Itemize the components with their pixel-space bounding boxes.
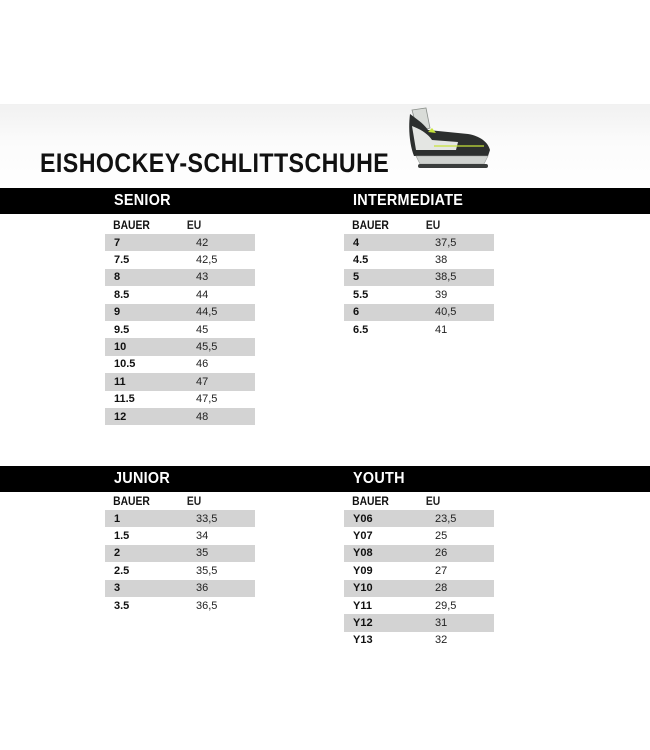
table-row (344, 614, 494, 631)
cell-bauer-size: 4.5 (353, 254, 369, 267)
cell-bauer-size: 11 (114, 375, 126, 388)
table-intermediate (344, 217, 494, 338)
section-bar-top (0, 188, 650, 214)
cell-bauer-size: 9.5 (114, 323, 130, 336)
skate-image (398, 106, 498, 178)
table-header (344, 217, 479, 234)
cell-bauer-size: 11.5 (114, 393, 135, 406)
table-row (344, 304, 494, 321)
table-row (105, 286, 255, 303)
cell-eu-size: 26 (435, 547, 448, 560)
cell-eu-size: 45,5 (196, 341, 218, 354)
table-header (344, 493, 479, 510)
cell-eu-size: 38 (435, 254, 448, 267)
table-row (344, 580, 494, 597)
cell-bauer-size: 2.5 (114, 564, 130, 577)
cell-eu-size: 36 (196, 582, 209, 595)
table-row (344, 251, 494, 268)
table-row (344, 234, 494, 251)
cell-eu-size: 44 (196, 288, 209, 301)
column-header-eu: EU (186, 495, 202, 508)
table-row (344, 562, 494, 579)
cell-bauer-size: Y06 (353, 512, 373, 525)
cell-bauer-size: Y10 (353, 582, 373, 595)
table-row (105, 597, 255, 614)
table-header (105, 493, 240, 510)
table-junior (105, 493, 255, 614)
cell-eu-size: 41 (435, 323, 448, 336)
cell-eu-size: 39 (435, 288, 448, 301)
section-title-senior: SENIOR (114, 192, 171, 209)
table-row (344, 286, 494, 303)
cell-bauer-size: 3.5 (114, 599, 130, 612)
section-title-junior: JUNIOR (114, 470, 171, 487)
cell-bauer-size: 10 (114, 341, 127, 354)
cell-eu-size: 34 (196, 530, 209, 543)
page-title: EISHOCKEY-SCHLITTSCHUHE (40, 148, 390, 178)
cell-eu-size: 42,5 (196, 254, 218, 267)
column-header-eu: EU (425, 495, 441, 508)
cell-bauer-size: 5.5 (353, 288, 369, 301)
cell-eu-size: 42 (196, 236, 209, 249)
table-row (105, 562, 255, 579)
cell-eu-size: 31 (435, 617, 448, 630)
cell-eu-size: 46 (196, 358, 209, 371)
table-row (105, 251, 255, 268)
table-row (105, 545, 255, 562)
cell-eu-size: 45 (196, 323, 209, 336)
cell-eu-size: 38,5 (435, 271, 457, 284)
column-header-eu: EU (425, 219, 441, 232)
cell-eu-size: 33,5 (196, 512, 218, 525)
section-title-intermediate: INTERMEDIATE (353, 192, 464, 209)
table-row (105, 356, 255, 373)
cell-bauer-size: 5 (353, 271, 360, 284)
table-row (105, 269, 255, 286)
table-row (344, 510, 494, 527)
table-row (105, 321, 255, 338)
table-row (105, 510, 255, 527)
table-row (105, 580, 255, 597)
table-row (344, 632, 494, 649)
cell-eu-size: 40,5 (435, 306, 457, 319)
table-row (344, 545, 494, 562)
cell-bauer-size: 2 (114, 547, 121, 560)
table-row (105, 234, 255, 251)
cell-eu-size: 29,5 (435, 599, 457, 612)
cell-eu-size: 37,5 (435, 236, 457, 249)
table-row (344, 269, 494, 286)
cell-bauer-size: Y11 (353, 599, 372, 612)
column-header-bauer: BAUER (352, 219, 389, 232)
cell-bauer-size: 6 (353, 306, 360, 319)
table-row (105, 527, 255, 544)
cell-eu-size: 23,5 (435, 512, 457, 525)
cell-eu-size: 48 (196, 410, 209, 423)
table-row (105, 391, 255, 408)
cell-eu-size: 28 (435, 582, 448, 595)
cell-bauer-size: 8 (114, 271, 121, 284)
cell-eu-size: 47 (196, 375, 209, 388)
cell-eu-size: 25 (435, 530, 448, 543)
cell-bauer-size: Y12 (353, 617, 373, 630)
cell-bauer-size: 8.5 (114, 288, 130, 301)
cell-bauer-size: 3 (114, 582, 121, 595)
table-row (105, 338, 255, 355)
table-row (344, 527, 494, 544)
cell-bauer-size: Y13 (353, 634, 373, 647)
cell-eu-size: 27 (435, 564, 448, 577)
column-header-bauer: BAUER (352, 495, 389, 508)
cell-bauer-size: Y08 (353, 547, 373, 560)
cell-eu-size: 36,5 (196, 599, 218, 612)
cell-bauer-size: 4 (353, 236, 360, 249)
cell-bauer-size: 10.5 (114, 358, 136, 371)
cell-bauer-size: 9 (114, 306, 121, 319)
cell-bauer-size: 1 (114, 512, 121, 525)
table-header (105, 217, 240, 234)
cell-eu-size: 35,5 (196, 564, 218, 577)
section-title-youth: YOUTH (353, 470, 405, 487)
cell-bauer-size: 7 (114, 236, 121, 249)
cell-eu-size: 35 (196, 547, 209, 560)
table-senior (105, 217, 255, 425)
column-header-bauer: BAUER (113, 495, 150, 508)
cell-eu-size: 44,5 (196, 306, 218, 319)
cell-bauer-size: Y09 (353, 564, 373, 577)
cell-eu-size: 47,5 (196, 393, 218, 406)
cell-bauer-size: 1.5 (114, 530, 130, 543)
cell-eu-size: 43 (196, 271, 209, 284)
table-youth (344, 493, 494, 649)
section-bar-bottom (0, 466, 650, 492)
table-row (105, 373, 255, 390)
cell-bauer-size: 7.5 (114, 254, 130, 267)
table-row (105, 408, 255, 425)
table-row (344, 321, 494, 338)
cell-bauer-size: 12 (114, 410, 127, 423)
cell-bauer-size: Y07 (353, 530, 373, 543)
column-header-eu: EU (186, 219, 202, 232)
column-header-bauer: BAUER (113, 219, 150, 232)
table-row (344, 597, 494, 614)
table-row (105, 304, 255, 321)
cell-eu-size: 32 (435, 634, 448, 647)
cell-bauer-size: 6.5 (353, 323, 369, 336)
